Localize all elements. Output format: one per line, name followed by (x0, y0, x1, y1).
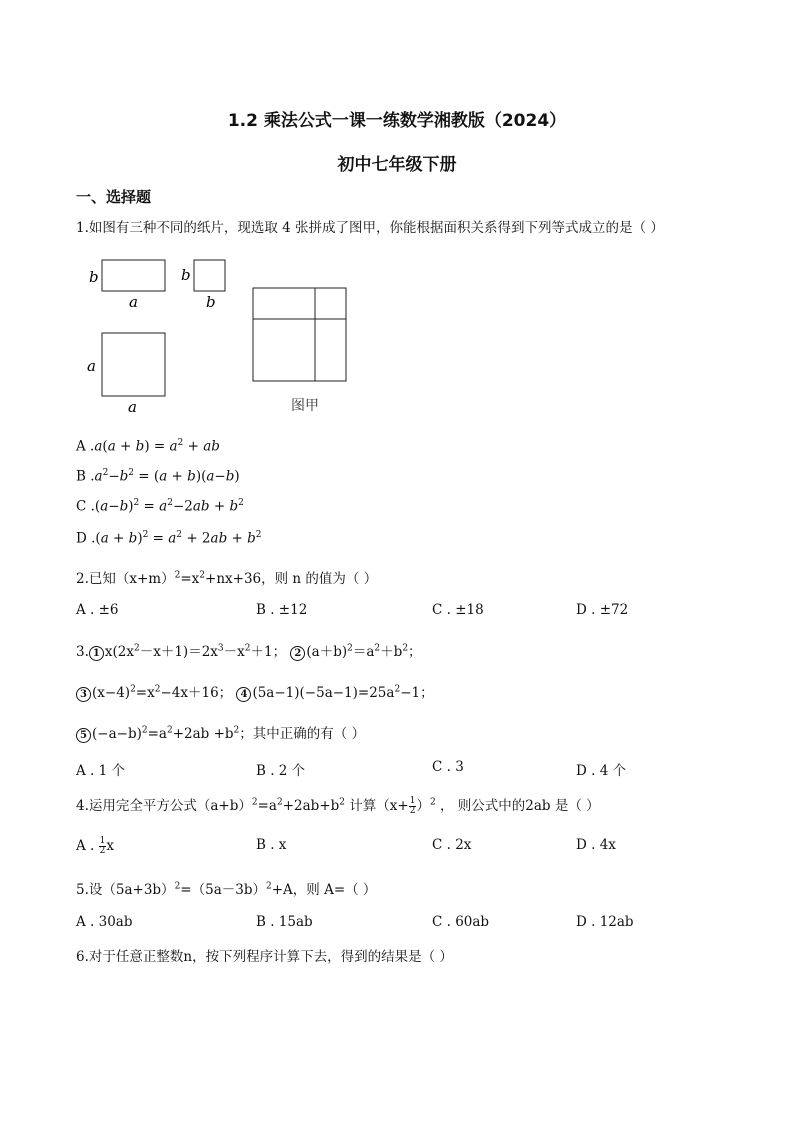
question-2-option-a[interactable]: A . ±6 (76, 602, 119, 618)
question-3-line2: 3 $(x-4)^2=x^2-4x+16$； 4 $(5a-1)(-5a-1)=25a^2-1$； (76, 681, 434, 702)
square-a-bottom-label: a (128, 398, 137, 416)
question-4-stem: 4.运用完全平方公式$(a+b)^2=a^2+2ab+b^2$ 计算（x+ $\frac{1}{2}$ ）$^2$ ， 则公式中的2ab 是（ ） (76, 796, 600, 816)
question-3-option-b[interactable]: B . 2 个 (256, 763, 306, 779)
question-3-line3: 5 $(-a-b)^2=a^2+2ab +b^2$；其中正确的有（ ） (76, 722, 365, 743)
square-b-bottom-label: b (206, 293, 216, 311)
question-5-stem: 5.设$(5a+3b)^2=(5a-3b)^2+A$，则 A=（ ） (76, 881, 377, 898)
rect-ab (102, 260, 165, 291)
question-4-option-d[interactable]: D . 4x (576, 837, 616, 853)
square-a (102, 333, 165, 396)
question-2-stem: 2.已知$(x+m)^2=x^2+nx+36$，则 n 的值为（ ） (76, 570, 378, 587)
question-4-option-a[interactable]: A . $\frac{1}{2}$ x (76, 836, 114, 856)
question-3-option-d[interactable]: D . 4 个 (576, 763, 627, 779)
question-1-option-d[interactable]: D $.(a + b)^2 = a^2 + 2ab + b^2$ (76, 530, 262, 547)
doc-subtitle: 初中七年级下册 (337, 155, 457, 175)
question-1-figure (80, 250, 380, 420)
question-4-fraction: $\frac{1}{2}$ (409, 796, 416, 816)
question-3-option-c[interactable]: C . 3 (432, 759, 464, 775)
question-3-option-a[interactable]: A . 1 个 (76, 763, 126, 779)
rect-ab-side-label: b (89, 268, 99, 286)
section-heading: 一、选择题 (76, 188, 152, 206)
question-1-stem: 1.如图有三种不同的纸片，现选取 4 张拼成了图甲，你能根据面积关系得到下列等式成立的是（ ） (76, 220, 664, 236)
question-1-option-c[interactable]: C $.(a-b)^2 = a^2-2ab + b^2$ (76, 498, 244, 515)
question-5-option-a[interactable]: A . 30ab (76, 914, 133, 930)
question-2-option-d[interactable]: D . ±72 (576, 602, 629, 618)
question-5-option-d[interactable]: D . 12ab (576, 914, 634, 930)
question-4-option-c[interactable]: C . 2x (432, 837, 472, 853)
question-5-option-c[interactable]: C . 60ab (432, 914, 490, 930)
question-2-option-b[interactable]: B . ±12 (256, 602, 308, 618)
question-6-stem: 6.对于任意正整数n，按下列程序计算下去，得到的结果是（ ） (76, 949, 453, 965)
rect-ab-bottom-label: a (129, 293, 138, 311)
question-5-option-b[interactable]: B . 15ab (256, 914, 313, 930)
square-a-side-label: a (87, 357, 96, 375)
question-1-option-b[interactable]: B $.a^2-b^2 = (a + b)(a-b)$ (76, 468, 240, 485)
question-3-line1: 3. 1 $x(2x^2-x+1)=2x^3-x^2+1$； 2 $(a+b)^2=a^2+b^2$； (76, 643, 422, 660)
figure-jia-caption: 图甲 (291, 398, 319, 414)
figure-jia-outline (253, 288, 346, 381)
square-b-side-label: b (181, 266, 191, 284)
square-b (194, 260, 225, 291)
question-2-option-c[interactable]: C . ±18 (432, 602, 484, 618)
question-1-option-a[interactable]: A $.a(a + b) = a^2$ + ab (76, 438, 220, 455)
doc-title: 1.2 乘法公式一课一练数学湘教版（2024） (227, 111, 567, 131)
question-4-option-b[interactable]: B . x (256, 837, 287, 853)
